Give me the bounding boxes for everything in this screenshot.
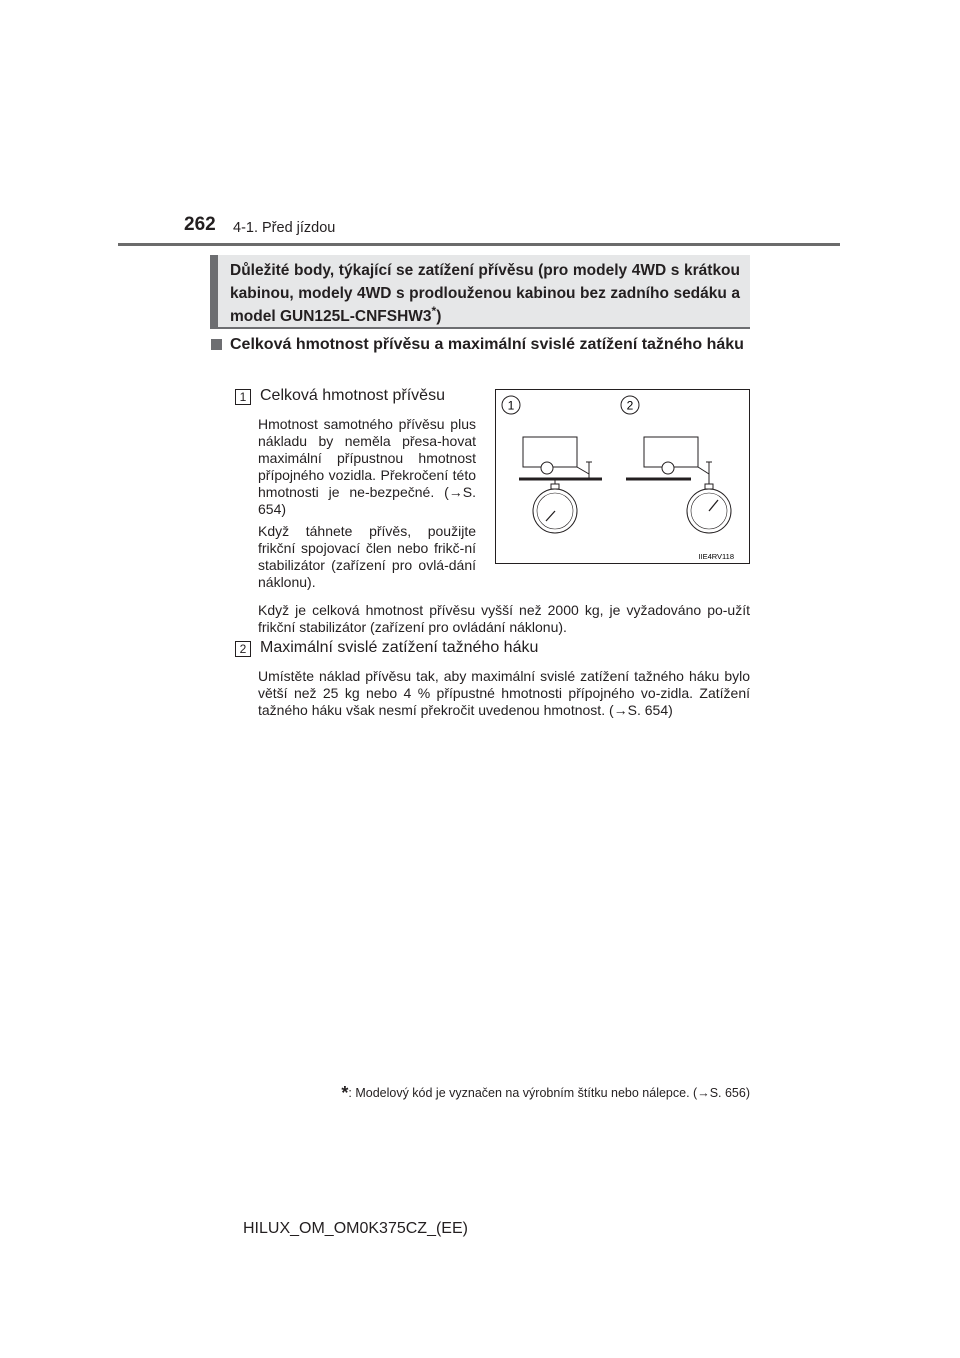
item-number-2: 2	[235, 641, 251, 657]
footnote-text: : Modelový kód je vyznačen na výrobním štítku nebo nálepce. (→S. 656)	[348, 1086, 750, 1100]
item-title-2: Maximální svislé zatížení tažného háku	[260, 639, 539, 656]
item-1-paragraph-2: Když táhnete přívěs, použijte frikční spojovací člen nebo frikč-ní stabilizátor (zařízení pro ovlá-dání náklonu).	[258, 523, 476, 590]
trailer-scale-diagram	[496, 390, 749, 563]
callout-title-text: Důležité body, týkající se zatížení přívěsu (pro modely 4WD s krátkou kabinou, modely 4WD s prodlouženou kabinou bez zadního sedáku a model GUN125L-CNFSHW3	[230, 262, 740, 325]
figure-code: IIE4RV118	[698, 552, 734, 561]
callout-box	[210, 255, 750, 329]
scale-gauge-2-icon	[687, 478, 731, 533]
subheading: Celková hmotnost přívěsu a maximální svislé zatížení tažného háku	[230, 336, 744, 353]
footnote-asterisk: *	[341, 1083, 349, 1103]
callout-title	[230, 259, 740, 328]
item-title-1: Celková hmotnost přívěsu	[260, 387, 445, 404]
callout-title-end: )	[436, 308, 442, 325]
figure-label-2: 2	[626, 398, 634, 413]
header-divider	[118, 243, 840, 246]
scale-gauge-1-icon	[533, 479, 577, 533]
square-bullet-icon	[211, 339, 222, 350]
figure-label-1: 1	[507, 398, 515, 413]
section-title: 4-1. Před jízdou	[233, 220, 336, 236]
callout-asterisk: *	[431, 303, 437, 318]
trailer-1-icon	[519, 437, 602, 479]
item-number-1: 1	[235, 389, 251, 405]
item-1-paragraph-3: Když je celková hmotnost přívěsu vyšší než 2000 kg, je vyžadováno po-užít frikční stabilizátor (zařízení pro ovládání náklonu).	[258, 602, 750, 635]
document-code: HILUX_OM_OM0K375CZ_(EE)	[243, 1220, 468, 1237]
trailer-load-figure	[495, 389, 750, 564]
item-1-paragraph-1: Hmotnost samotného přívěsu plus nákladu by neměla přesa-hovat maximální přípustnou hmotnost přípojného vozidla. Překročení této hmotnosti je ne-bezpečné. (→S. 654)	[258, 416, 476, 517]
item-2-paragraph-1: Umístěte náklad přívěsu tak, aby maximální svislé zatížení tažného háku bylo větší než 25 kg nebo 4 % přípustné hmotnosti přípojného vo-zidla. Zatížení tažného háku však nesmí překročit uvedenou hmotnost. (→S. 654)	[258, 668, 750, 718]
trailer-2-icon	[626, 437, 712, 479]
footnote	[310, 1083, 750, 1104]
page-number: 262	[184, 214, 216, 235]
